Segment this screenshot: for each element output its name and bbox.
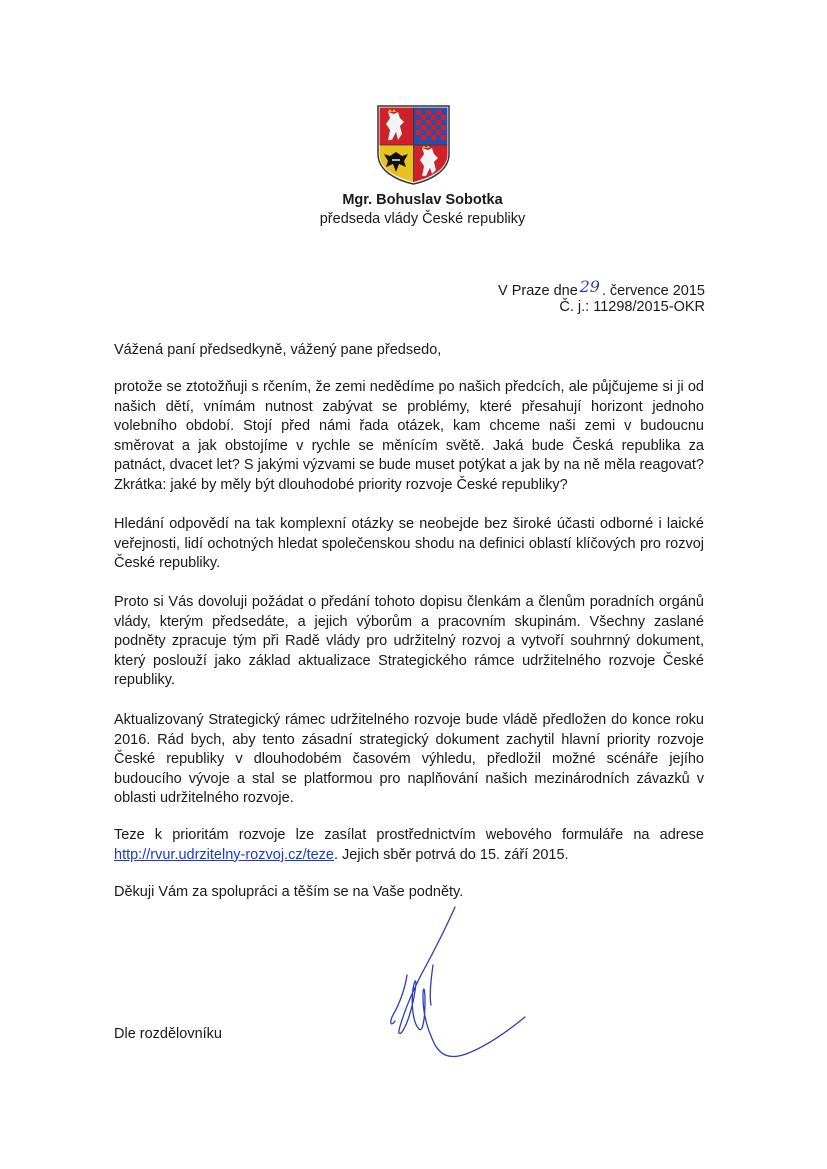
paragraph-3: Proto si Vás dovoluji požádat o předání tohoto dopisu členkám a členům poradních orgánů vlády, kterým předsedáte, a jejich výborům a pracovním skupinám. Všechny zaslané podněty zpracuje tým při Radě vlády pro udržitelný rozvoj a vytvoří souhrnný dokument, který poslouží jako základ aktualizace Strategického rámce udržitelného rozvoje České republiky. [114, 594, 704, 689]
paragraph-5-text-after: . Jejich sběr potrvá do 15. září 2015. [334, 846, 569, 863]
paragraph-1: protože se ztotožňuji s rčením, že zemi nedědíme po našich předcích, ale půjčujeme si ji od našich dětí, vnímám nutnost zabývat se problémy, které přesahují horizont jednoho volebního období. Stojí před námi řada otázek, kam chceme naši zemi v budoucnu směrovat a jak obstojíme v rychle se měnícím světě. Jaká bude Česká republika za patnáct, dvacet let? S jakými výzvami se bude muset potýkat a jak by na ně měla reagovat? Zkrátka: jaké by měly být dlouhodobé priority rozvoje České republiky? [114, 379, 704, 493]
teze-form-link[interactable]: http://rvur.udrzitelny-rozvoj.cz/teze [114, 846, 334, 863]
distribution-note: Dle rozdělovníku [114, 1026, 222, 1042]
date-line [498, 277, 705, 299]
paragraph-5-text-before: Teze k prioritám rozvoje lze zasílat prostřednictvím webového formuláře na adrese [114, 827, 704, 843]
date-suffix: . července 2015 [601, 283, 705, 299]
sender-role: předseda vlády České republiky [319, 211, 526, 227]
paragraph-2: Hledání odpovědí na tak komplexní otázky se neobejde bez široké účasti odborné i laické veřejnosti, lidí ochotných hledat společenskou shodu na definici oblastí klíčových pro rozvoj České republiky. [114, 516, 704, 572]
paragraph-5 [114, 826, 704, 865]
czech-coat-of-arms-icon [376, 104, 451, 186]
date-prefix: V Praze dne [498, 283, 578, 299]
salutation: Vážená paní předsedkyně, vážený pane předsedo, [114, 342, 442, 358]
paragraph-4: Aktualizovaný Strategický rámec udržitelného rozvoje bude vládě předložen do konce roku 2016. Rád bych, aby tento zásadní strategický dokument zachytil hlavní priority rozvoje České republiky v dlouhodobém časovém výhledu, předložil možné scénáře jejího budoucího vývoje a stal se platformou pro naplňování našich mezinárodních závazků v oblasti udržitelného rozvoje. [114, 712, 704, 807]
closing-line: Děkuji Vám za spolupráci a těším se na Vaše podněty. [114, 884, 464, 900]
date-handwritten-day: 29 [579, 277, 600, 296]
reference-number: Č. j.: 11298/2015-OKR [559, 299, 705, 315]
sender-name: Mgr. Bohuslav Sobotka [342, 192, 503, 208]
handwritten-signature [385, 905, 535, 1065]
